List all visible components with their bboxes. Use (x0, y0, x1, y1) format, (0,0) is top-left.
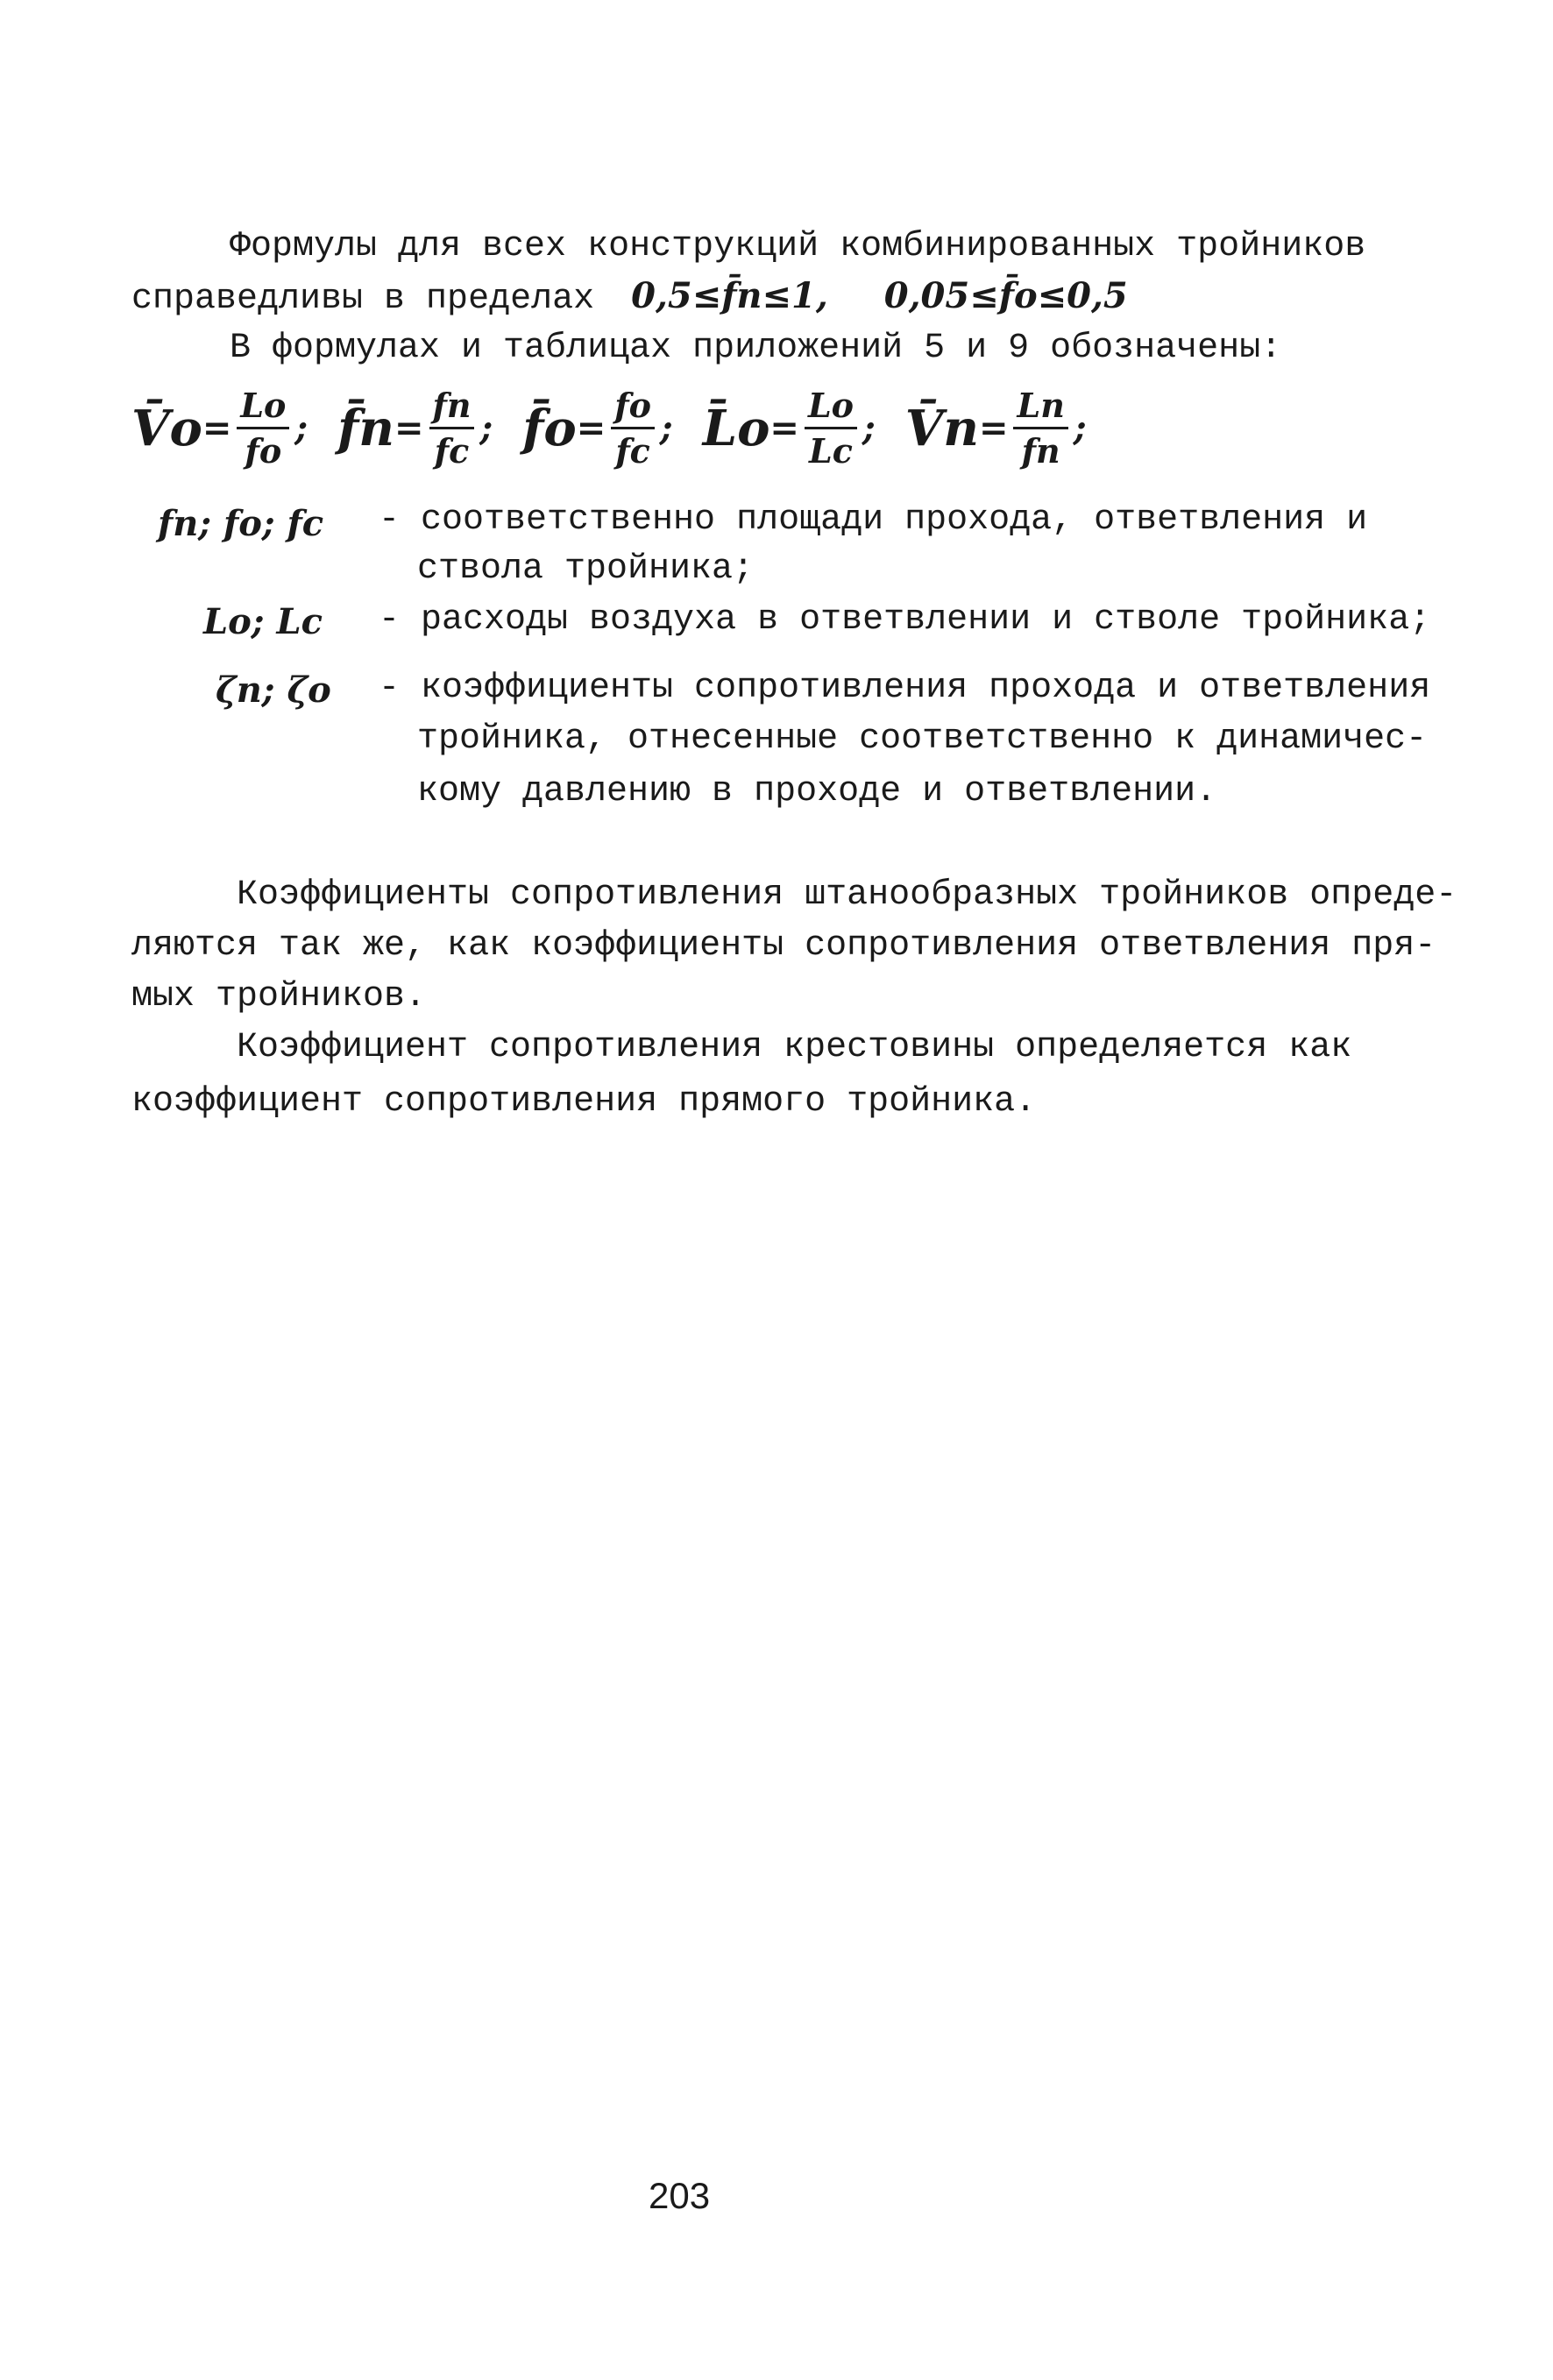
paragraph3-line3: мых тройников. (131, 977, 427, 1016)
formula-3-fraction (611, 386, 655, 471)
formula-row (131, 386, 1087, 471)
formula-1-lhs: V̄о (131, 399, 202, 457)
formula-2-num: fп (429, 386, 475, 429)
formula-4-lhs: L̄о (702, 399, 770, 457)
paragraph3-line1: Коэффициенты сопротивления штанообразных тройников опреде- (237, 875, 1457, 915)
definition-3-line3: кому давлению в проходе и ответвлении. (417, 772, 1217, 811)
formula-2-fraction (429, 386, 475, 471)
formula-2: f̄п = $\frac{fп}{fс}$ ; (337, 386, 493, 471)
formula-2-lhs: f̄п (337, 399, 394, 457)
formula-5-fraction (1013, 386, 1067, 471)
formula-1-num: Lо (237, 386, 289, 429)
definition-1-line2: ствола тройника; (417, 549, 755, 589)
definition-2-symbols: Lо; Lс (203, 601, 323, 642)
formula-4-den: Lс (809, 431, 853, 471)
formula-1-den: fо (245, 431, 282, 471)
formula-5-lhs: V̄п (904, 399, 979, 457)
paragraph3-line2: ляются так же, как коэффициенты сопротивления ответвления пря- (131, 926, 1436, 966)
formula-4-fraction (805, 386, 857, 471)
formula-5-den: fп (1021, 431, 1060, 471)
formula-1: V̄о = $\frac{Lо}{fо}$ ; (131, 386, 308, 471)
definition-1-line1: - соответственно площади прохода, ответвления и (379, 500, 1368, 540)
definition-3-line1: - коэффициенты сопротивления прохода и ответвления (379, 669, 1431, 708)
formula-4: L̄о = $\frac{Lо}{Lс}$ ; (702, 386, 876, 471)
formula-3-num: fо (611, 386, 655, 429)
paragraph4-line2: коэффициент сопротивления прямого тройника. (131, 1082, 1037, 1122)
definition-3-symbols: ζп; ζо (216, 669, 331, 711)
definition-2-line1: - расходы воздуха в ответвлении и стволе тройника; (379, 600, 1431, 640)
formula-1-fraction (237, 386, 289, 471)
paragraph1-line2-text: справедливы в пределах (131, 280, 595, 319)
range1: 0,5≤f̄п≤1, (631, 275, 828, 316)
formula-2-den: fс (434, 431, 470, 471)
formula-5-num: Lп (1013, 386, 1067, 429)
formula-3-lhs: f̄о (522, 399, 577, 457)
formula-5: V̄п = $\frac{Lп}{fп}$ ; (904, 386, 1087, 471)
formula-3: f̄о = $\frac{fо}{fс}$ ; (522, 386, 673, 471)
formula-4-num: Lо (805, 386, 857, 429)
paragraph1-line1: Формулы для всех конструкций комбинированных тройников (230, 227, 1366, 266)
paragraph1-line2 (131, 275, 1128, 319)
range2: 0,05≤f̄о≤0,5 (883, 275, 1128, 316)
paragraph2-line1: В формулах и таблицах приложений 5 и 9 обозначены: (230, 329, 1282, 368)
paragraph4-line1: Коэффициент сопротивления крестовины определяется как (237, 1028, 1352, 1067)
formula-3-den: fс (615, 431, 650, 471)
definition-3-line2: тройника, отнесенные соответственно к динамичес- (417, 719, 1428, 759)
definition-1-symbols: fп; fо; fс (158, 503, 324, 544)
page-number: 203 (649, 2175, 711, 2216)
